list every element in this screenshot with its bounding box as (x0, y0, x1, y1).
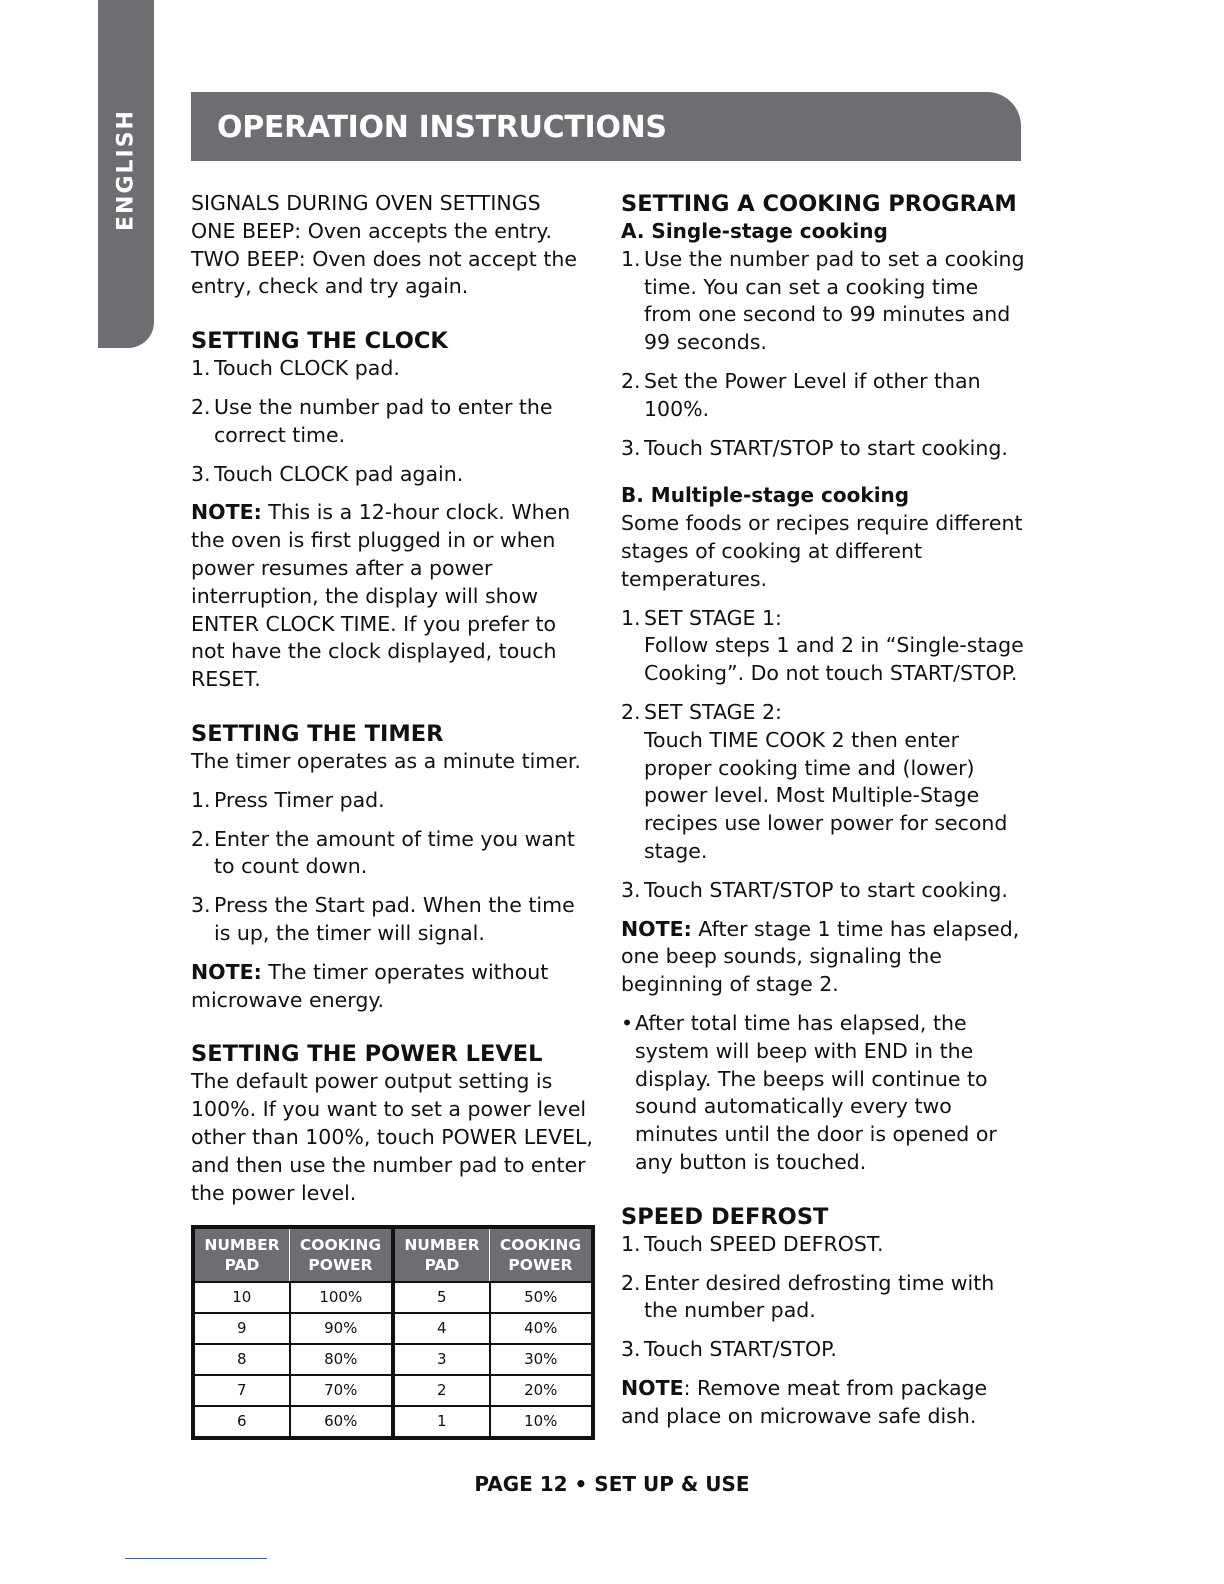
step-number: 1. (621, 605, 641, 630)
step-text: Touch CLOCK pad again. (214, 461, 464, 486)
step-text: Press the Start pad. When the time is up, the timer will signal. (214, 893, 575, 945)
header-cooking-power: COOKING POWER (490, 1227, 593, 1282)
bullet-text: After total time has elapsed, the system will beep with END in the display. The beeps will continue to sound automatically every two minutes until the door is opened or any button is touched. (635, 1010, 997, 1174)
clock-step-1 (191, 355, 596, 383)
cooking-program-heading: SETTING A COOKING PROGRAM (621, 191, 1017, 217)
timer-step-1 (191, 787, 596, 815)
step-number: 1. (191, 356, 211, 381)
timer-note (191, 959, 596, 1015)
single-step-1 (621, 246, 1031, 357)
timer-heading: SETTING THE TIMER (191, 720, 444, 747)
header-cooking-power: COOKING POWER (290, 1227, 393, 1282)
clock-note (191, 499, 596, 694)
step-text: Touch START/STOP to start cooking. (644, 435, 1008, 460)
timer-intro: The timer operates as a minute timer. (191, 748, 581, 773)
step-number: 3. (191, 893, 211, 918)
step-text: Use the number pad to set a cooking time. You can set a cooking time from one second to 99 minutes and 99 seconds. (644, 246, 1025, 355)
step-text: Touch SPEED DEFROST. (644, 1231, 884, 1256)
step-text: Enter desired defrosting time with the number pad. (644, 1270, 995, 1323)
table-cell: 70% (290, 1375, 393, 1406)
table-cell: 9 (193, 1313, 290, 1344)
step-text: Touch START/STOP. (644, 1337, 837, 1362)
table-cell: 60% (290, 1406, 393, 1438)
step-text: Press Timer pad. (214, 787, 385, 812)
step-number: 1. (621, 246, 641, 271)
page-title: OPERATION INSTRUCTIONS (217, 110, 667, 145)
side-language-label: ENGLISH (113, 109, 139, 231)
note-text: The timer operates without microwave energy. (191, 959, 549, 1012)
table-row (193, 1344, 593, 1375)
signals-block (191, 190, 596, 301)
defrost-step-2 (621, 1270, 1031, 1326)
table-header-row (193, 1227, 593, 1282)
table-cell: 50% (490, 1282, 593, 1313)
multi-stage-note (621, 916, 1031, 999)
note-label: NOTE: (621, 916, 692, 941)
header-number-pad: NUMBER PAD (193, 1227, 290, 1282)
step-text: Touch START/STOP to start cooking. (644, 877, 1008, 902)
step-title: SET STAGE 2: (644, 699, 782, 724)
table-cell: 1 (393, 1406, 490, 1438)
defrost-step-3 (621, 1336, 1031, 1364)
power-description: The default power output setting is 100%. If you want to set a power level other than 100%, touch POWER LEVEL, and then use the number pad to enter the power level. (191, 1069, 593, 1205)
defrost-note (621, 1375, 1031, 1431)
defrost-step-1 (621, 1231, 1031, 1259)
table-cell: 3 (393, 1344, 490, 1375)
step-number: 3. (621, 435, 641, 460)
table-cell: 5 (393, 1282, 490, 1313)
clock-step-2 (191, 394, 596, 450)
multi-step-3 (621, 877, 1031, 905)
step-number: 3. (621, 877, 641, 902)
multi-stage-intro: Some foods or recipes require different stages of cooking at different temperatures. (621, 511, 1023, 591)
table-cell: 90% (290, 1313, 393, 1344)
multi-stage-heading: B. Multiple-stage cooking (621, 483, 910, 508)
note-label: NOTE: (191, 959, 262, 984)
table-cell: 4 (393, 1313, 490, 1344)
step-text: Follow steps 1 and 2 in “Single-stage Cooking”. Do not touch START/STOP. (644, 633, 1024, 686)
header-number-pad: NUMBER PAD (393, 1227, 490, 1282)
signals-title: SIGNALS DURING OVEN SETTINGS (191, 191, 541, 215)
single-step-3 (621, 435, 1031, 463)
step-text: Touch TIME COOK 2 then enter proper cooking time and (lower) power level. Most Multiple-Stage recipes use lower power for second stage. (644, 727, 1008, 863)
step-title: SET STAGE 1: (644, 605, 782, 630)
table-row (193, 1313, 593, 1344)
clock-step-3 (191, 461, 596, 489)
note-label: NOTE (621, 1375, 684, 1400)
table-cell: 100% (290, 1282, 393, 1313)
step-content (644, 605, 1031, 688)
step-number: 3. (191, 461, 211, 486)
power-level-table (191, 1225, 595, 1440)
power-heading: SETTING THE POWER LEVEL (191, 1041, 543, 1068)
timer-step-3 (191, 892, 596, 948)
table-cell: 10% (490, 1406, 593, 1438)
table-cell: 30% (490, 1344, 593, 1375)
multi-step-1 (621, 605, 1031, 688)
step-number: 3. (621, 1337, 641, 1362)
table-cell: 6 (193, 1406, 290, 1438)
table-row (193, 1406, 593, 1438)
step-number: 2. (191, 394, 211, 419)
signals-one-beep: ONE BEEP: Oven accepts the entry. (191, 218, 553, 243)
step-number: 2. (191, 826, 211, 851)
single-step-2 (621, 368, 1031, 424)
step-text: Enter the amount of time you want to count down. (214, 826, 575, 879)
table-cell: 20% (490, 1375, 593, 1406)
note-label: NOTE: (191, 500, 262, 525)
step-number: 2. (621, 368, 641, 393)
multi-step-2 (621, 699, 1031, 866)
note-text: After stage 1 time has elapsed, one beep sounds, signaling the beginning of stage 2. (621, 916, 1020, 997)
table-cell: 8 (193, 1344, 290, 1375)
defrost-heading: SPEED DEFROST (621, 1203, 829, 1230)
section-header-bar (191, 92, 1021, 161)
step-text: Use the number pad to enter the correct time. (214, 394, 553, 447)
table-cell: 7 (193, 1375, 290, 1406)
table-row (193, 1375, 593, 1406)
note-text: This is a 12-hour clock. When the oven is first plugged in or when power resumes after a power interruption, the display will show ENTER CLOCK TIME. If you prefer to not have the clock displayed, touch RESET. (191, 500, 571, 692)
page-footer: PAGE 12 • SET UP & USE (474, 1472, 750, 1496)
table-cell: 40% (490, 1313, 593, 1344)
clock-heading: SETTING THE CLOCK (191, 328, 448, 355)
single-stage-heading: A. Single-stage cooking (621, 219, 888, 243)
multi-stage-bullet (621, 1010, 1031, 1177)
table-row (193, 1282, 593, 1313)
right-column (621, 190, 1031, 1441)
left-column (191, 190, 596, 1440)
table-cell: 80% (290, 1344, 393, 1375)
step-number: 1. (621, 1231, 641, 1256)
step-text: Touch CLOCK pad. (214, 356, 400, 381)
timer-step-2 (191, 826, 596, 882)
step-number: 2. (621, 1270, 641, 1295)
signals-two-beep: TWO BEEP: Oven does not accept the entry, check and try again. (191, 246, 577, 299)
table-cell: 10 (193, 1282, 290, 1313)
step-number: 2. (621, 699, 641, 724)
note-text: : Remove meat from package and place on microwave safe dish. (621, 1375, 988, 1428)
step-text: Set the Power Level if other than 100%. (644, 368, 981, 421)
step-content (644, 699, 1031, 866)
step-number: 1. (191, 787, 211, 812)
bullet-marker: • (621, 1010, 634, 1035)
table-cell: 2 (393, 1375, 490, 1406)
scan-edge-line (125, 1558, 267, 1559)
